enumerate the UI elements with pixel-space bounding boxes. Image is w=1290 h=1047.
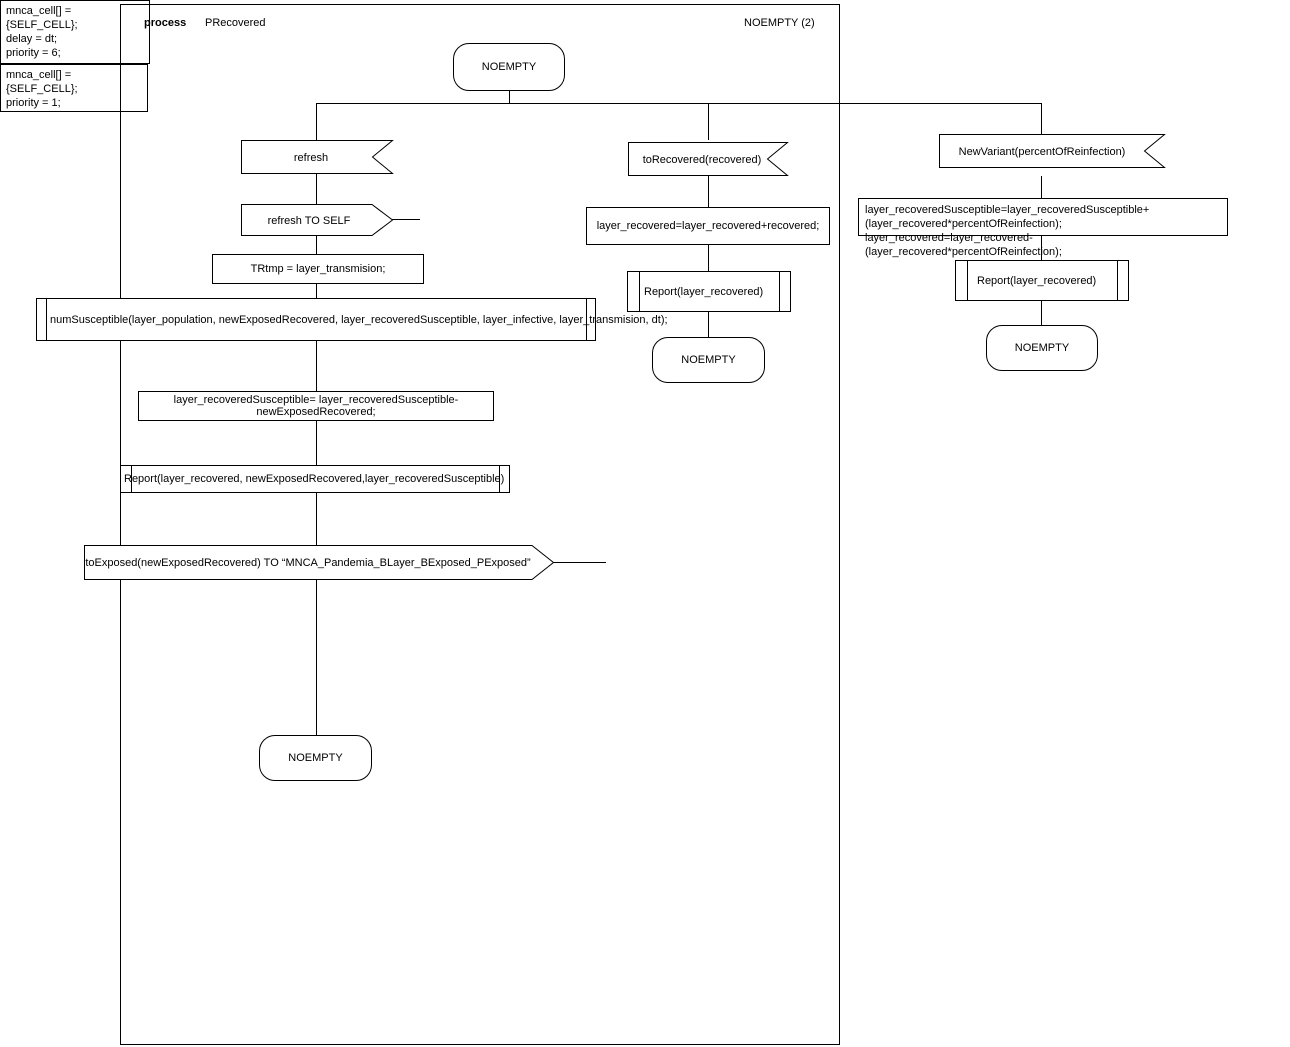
connector-left-1 xyxy=(316,174,317,204)
task-right-line2: layer_recovered=layer_recovered-(layer_recovered*percentOfReinfection); xyxy=(865,232,1062,258)
connector-start-down xyxy=(509,91,510,103)
report-middle-bar-left xyxy=(639,272,640,311)
connector-left-6 xyxy=(316,493,317,545)
state-end-left[interactable]: NOEMPTY xyxy=(259,735,372,781)
state-end-right[interactable]: NOEMPTY xyxy=(986,325,1098,371)
connector-right-1 xyxy=(1041,176,1042,198)
connector-left-3 xyxy=(316,284,317,298)
connector-left-7 xyxy=(316,580,317,735)
connector-left-4 xyxy=(316,341,317,391)
connector-note-left2 xyxy=(546,562,606,563)
note-to-exposed-line1: mnca_cell[] = {SELF_CELL}; xyxy=(6,69,78,95)
input-refresh[interactable] xyxy=(241,140,393,174)
output-refresh-to-self[interactable] xyxy=(241,204,393,236)
output-to-exposed-label: toExposed(newExposedRecovered) TO “MNCA_Pandemia_BLayer_BExposed_PExposed” xyxy=(85,557,531,569)
output-refresh-to-self-label: refresh TO SELF xyxy=(267,215,351,227)
connector-right-3 xyxy=(1041,301,1042,325)
note-refresh-line2: delay = dt; xyxy=(6,33,58,45)
report-middle-bar-right xyxy=(779,272,780,311)
report-right-bar-left xyxy=(967,261,968,300)
connector-mid-3 xyxy=(708,312,709,337)
connector-left-5 xyxy=(316,421,317,465)
page-label: NOEMPTY (2) xyxy=(744,17,815,29)
procedure-bar-left xyxy=(46,299,47,340)
output-to-exposed[interactable] xyxy=(84,545,554,580)
connector-left-2 xyxy=(316,236,317,254)
process-name: PRecovered xyxy=(205,17,266,29)
note-refresh-line3: priority = 6; xyxy=(6,47,61,59)
note-refresh-line1: mnca_cell[] = {SELF_CELL}; xyxy=(6,5,78,31)
note-to-exposed-line2: priority = 1; xyxy=(6,97,61,109)
report-right-bar-right xyxy=(1117,261,1118,300)
connector-bus xyxy=(316,103,1042,104)
connector-right-down xyxy=(1041,103,1042,134)
task-right-line1: layer_recoveredSusceptible=layer_recoveredSusceptible+(layer_recovered*percentOfReinfection); xyxy=(865,204,1150,230)
input-to-recovered-label: toRecovered(recovered) xyxy=(642,154,762,166)
task-right-assign[interactable] xyxy=(858,198,1228,258)
connector-mid-2 xyxy=(708,245,709,271)
connector-middle-down xyxy=(708,103,709,140)
report-left-label: Report(layer_recovered, newExposedRecovered,layer_recoveredSusceptible) xyxy=(124,473,505,485)
input-new-variant-label: NewVariant(percentOfReinfection) xyxy=(958,146,1126,158)
state-start[interactable]: NOEMPTY xyxy=(453,43,565,91)
input-to-recovered[interactable] xyxy=(628,142,788,176)
state-end-middle[interactable]: NOEMPTY xyxy=(652,337,765,383)
connector-mid-1 xyxy=(708,176,709,207)
task-middle-assign[interactable]: layer_recovered=layer_recovered+recovered; xyxy=(586,207,830,245)
report-right-label: Report(layer_recovered) xyxy=(977,275,1097,287)
procedure-numsusceptible-label: numSusceptible(layer_population, newExposedRecovered, layer_recoveredSusceptible, layer_infective, layer_transmision, dt); xyxy=(50,314,668,326)
connector-left-down xyxy=(316,103,317,140)
input-new-variant[interactable] xyxy=(939,134,1165,168)
task-recovered-susceptible[interactable]: layer_recoveredSusceptible= layer_recoveredSusceptible- newExposedRecovered; xyxy=(138,391,494,421)
report-middle-label: Report(layer_recovered) xyxy=(644,286,764,298)
process-keyword: process xyxy=(144,17,187,29)
task-trtmp[interactable]: TRtmp = layer_transmision; xyxy=(212,254,424,284)
input-refresh-label: refresh xyxy=(293,152,329,164)
